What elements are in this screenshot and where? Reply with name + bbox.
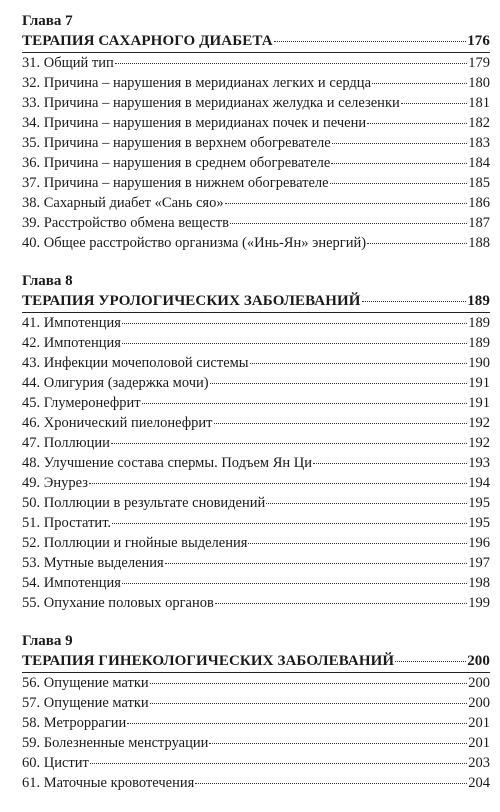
entry-title: 43. Инфекции мочеполовой системы bbox=[22, 355, 249, 371]
entry-page: 189 bbox=[468, 335, 490, 351]
chapter-page: 189 bbox=[467, 293, 490, 309]
toc-entry bbox=[22, 353, 490, 373]
entry-title: 48. Улучшение состава спермы. Подъем Ян Ци bbox=[22, 455, 313, 471]
dot-leader bbox=[89, 482, 467, 484]
toc-entry bbox=[22, 413, 490, 433]
entry-page: 182 bbox=[468, 115, 490, 131]
entry-title: 51. Простатит. bbox=[22, 515, 112, 531]
dot-leader bbox=[115, 62, 467, 64]
chapter-label: Глава 9 bbox=[22, 633, 73, 649]
entry-page: 191 bbox=[468, 375, 490, 391]
entry-page: 192 bbox=[468, 435, 490, 451]
entry-page: 200 bbox=[468, 675, 490, 691]
toc-entry bbox=[22, 453, 490, 473]
chapter-8 bbox=[22, 272, 490, 613]
entry-page: 184 bbox=[468, 155, 490, 171]
dot-leader bbox=[332, 142, 468, 144]
toc-entry bbox=[22, 213, 490, 233]
dot-leader bbox=[111, 442, 467, 444]
dot-leader bbox=[248, 542, 467, 544]
toc-entry bbox=[22, 733, 490, 753]
dot-leader bbox=[367, 122, 467, 124]
entry-page: 201 bbox=[468, 715, 490, 731]
entry-page: 203 bbox=[468, 755, 490, 771]
dot-leader bbox=[150, 702, 468, 704]
dot-leader bbox=[395, 660, 466, 662]
entry-page: 195 bbox=[468, 495, 490, 511]
entry-page: 179 bbox=[468, 55, 490, 71]
entry-page: 180 bbox=[468, 75, 490, 91]
entry-page: 194 bbox=[468, 475, 490, 491]
toc-entry bbox=[22, 113, 490, 133]
entry-title: 31. Общий тип bbox=[22, 55, 114, 71]
chapter-title: ТЕРАПИЯ ГИНЕКОЛОГИЧЕСКИХ ЗАБОЛЕВАНИЙ bbox=[22, 653, 395, 669]
dot-leader bbox=[313, 462, 467, 464]
entry-page: 188 bbox=[468, 235, 490, 251]
chapter-title: ТЕРАПИЯ САХАРНОГО ДИАБЕТА bbox=[22, 33, 273, 49]
toc-entry bbox=[22, 573, 490, 593]
entry-page: 181 bbox=[468, 95, 490, 111]
entry-page: 190 bbox=[468, 355, 490, 371]
dot-leader bbox=[122, 342, 467, 344]
chapter-title-line bbox=[22, 651, 490, 672]
entry-title: 55. Опухание половых органов bbox=[22, 595, 214, 611]
toc-entry bbox=[22, 333, 490, 353]
chapter-title-line bbox=[22, 31, 490, 52]
toc-entry bbox=[22, 473, 490, 493]
entry-title: 42. Импотенция bbox=[22, 335, 121, 351]
entry-title: 49. Энурез bbox=[22, 475, 88, 491]
entry-title: 56. Опущение матки bbox=[22, 675, 149, 691]
entry-title: 47. Поллюции bbox=[22, 435, 110, 451]
entry-title: 32. Причина – нарушения в меридианах легких и сердца bbox=[22, 75, 371, 91]
entry-title: 45. Глумеронефрит bbox=[22, 395, 141, 411]
entry-page: 191 bbox=[468, 395, 490, 411]
toc-entry bbox=[22, 533, 490, 553]
entry-title: 50. Поллюции в результате сновидений bbox=[22, 495, 266, 511]
toc-entry bbox=[22, 133, 490, 153]
dot-leader bbox=[401, 102, 468, 104]
dot-leader bbox=[330, 182, 468, 184]
entry-title: 33. Причина – нарушения в меридианах желудка и селезенки bbox=[22, 95, 400, 111]
entry-title: 39. Расстройство обмена веществ bbox=[22, 215, 229, 231]
toc-entry bbox=[22, 433, 490, 453]
entry-title: 54. Импотенция bbox=[22, 575, 121, 591]
entry-page: 198 bbox=[468, 575, 490, 591]
toc-entry bbox=[22, 153, 490, 173]
toc-entry bbox=[22, 773, 490, 793]
dot-leader bbox=[367, 242, 467, 244]
chapter-title: ТЕРАПИЯ УРОЛОГИЧЕСКИХ ЗАБОЛЕВАНИЙ bbox=[22, 293, 361, 309]
entry-page: 195 bbox=[468, 515, 490, 531]
entry-title: 41. Импотенция bbox=[22, 315, 121, 331]
toc-entry bbox=[22, 313, 490, 333]
dot-leader bbox=[209, 742, 467, 744]
dot-leader bbox=[127, 722, 467, 724]
chapter-label: Глава 7 bbox=[22, 13, 73, 29]
dot-leader bbox=[225, 202, 468, 204]
toc-entry bbox=[22, 193, 490, 213]
entry-page: 199 bbox=[468, 595, 490, 611]
dot-leader bbox=[230, 222, 467, 224]
chapter-9 bbox=[22, 632, 490, 793]
entry-title: 34. Причина – нарушения в меридианах почек и печени bbox=[22, 115, 367, 131]
toc-entry bbox=[22, 73, 490, 93]
entry-page: 204 bbox=[468, 775, 490, 791]
dot-leader bbox=[331, 162, 467, 164]
dot-leader bbox=[210, 382, 468, 384]
dot-leader bbox=[142, 402, 468, 404]
entry-title: 53. Мутные выделения bbox=[22, 555, 164, 571]
entry-title: 59. Болезненные менструации bbox=[22, 735, 209, 751]
dot-leader bbox=[372, 82, 467, 84]
entry-title: 60. Цистит bbox=[22, 755, 89, 771]
entry-page: 192 bbox=[468, 415, 490, 431]
dot-leader bbox=[150, 682, 468, 684]
dot-leader bbox=[165, 562, 468, 564]
entry-title: 57. Опущение матки bbox=[22, 695, 149, 711]
toc-entry bbox=[22, 53, 490, 73]
dot-leader bbox=[195, 782, 467, 784]
entry-page: 189 bbox=[468, 315, 490, 331]
toc-entry bbox=[22, 393, 490, 413]
toc-entry bbox=[22, 673, 490, 693]
entry-page: 197 bbox=[468, 555, 490, 571]
toc-entry bbox=[22, 173, 490, 193]
toc-entry bbox=[22, 693, 490, 713]
chapter-page: 200 bbox=[467, 653, 490, 669]
dot-leader bbox=[90, 762, 467, 764]
toc-entry bbox=[22, 233, 490, 253]
chapter-7 bbox=[22, 12, 490, 253]
table-of-contents bbox=[22, 12, 490, 812]
toc-entry bbox=[22, 493, 490, 513]
entry-title: 44. Олигурия (задержка мочи) bbox=[22, 375, 209, 391]
entry-title: 61. Маточные кровотечения bbox=[22, 775, 195, 791]
entry-page: 187 bbox=[468, 215, 490, 231]
entry-page: 186 bbox=[468, 195, 490, 211]
dot-leader bbox=[122, 582, 467, 584]
entry-title: 52. Поллюции и гнойные выделения bbox=[22, 535, 248, 551]
entry-title: 40. Общее расстройство организма («Инь-Ян» энергий) bbox=[22, 235, 367, 251]
toc-entry bbox=[22, 553, 490, 573]
toc-entry bbox=[22, 593, 490, 613]
entry-page: 196 bbox=[468, 535, 490, 551]
dot-leader bbox=[266, 502, 467, 504]
dot-leader bbox=[250, 362, 468, 364]
toc-entry bbox=[22, 753, 490, 773]
dot-leader bbox=[215, 602, 467, 604]
entry-page: 183 bbox=[468, 135, 490, 151]
chapter-label: Глава 8 bbox=[22, 273, 73, 289]
dot-leader bbox=[112, 522, 467, 524]
entry-title: 58. Метроррагии bbox=[22, 715, 127, 731]
dot-leader bbox=[214, 422, 468, 424]
dot-leader bbox=[362, 300, 467, 302]
toc-entry bbox=[22, 373, 490, 393]
entry-page: 193 bbox=[468, 455, 490, 471]
entry-page: 201 bbox=[468, 735, 490, 751]
entry-title: 37. Причина – нарушения в нижнем обогревателе bbox=[22, 175, 329, 191]
toc-entry bbox=[22, 93, 490, 113]
toc-entry bbox=[22, 713, 490, 733]
entry-title: 38. Сахарный диабет «Сань сяо» bbox=[22, 195, 224, 211]
entry-title: 36. Причина – нарушения в среднем обогревателе bbox=[22, 155, 331, 171]
entry-page: 200 bbox=[468, 695, 490, 711]
chapter-title-line bbox=[22, 291, 490, 312]
entry-title: 46. Хронический пиелонефрит bbox=[22, 415, 213, 431]
dot-leader bbox=[274, 40, 467, 42]
toc-entry bbox=[22, 513, 490, 533]
chapter-page: 176 bbox=[467, 33, 490, 49]
entry-page: 185 bbox=[468, 175, 490, 191]
dot-leader bbox=[122, 322, 467, 324]
entry-title: 35. Причина – нарушения в верхнем обогревателе bbox=[22, 135, 331, 151]
